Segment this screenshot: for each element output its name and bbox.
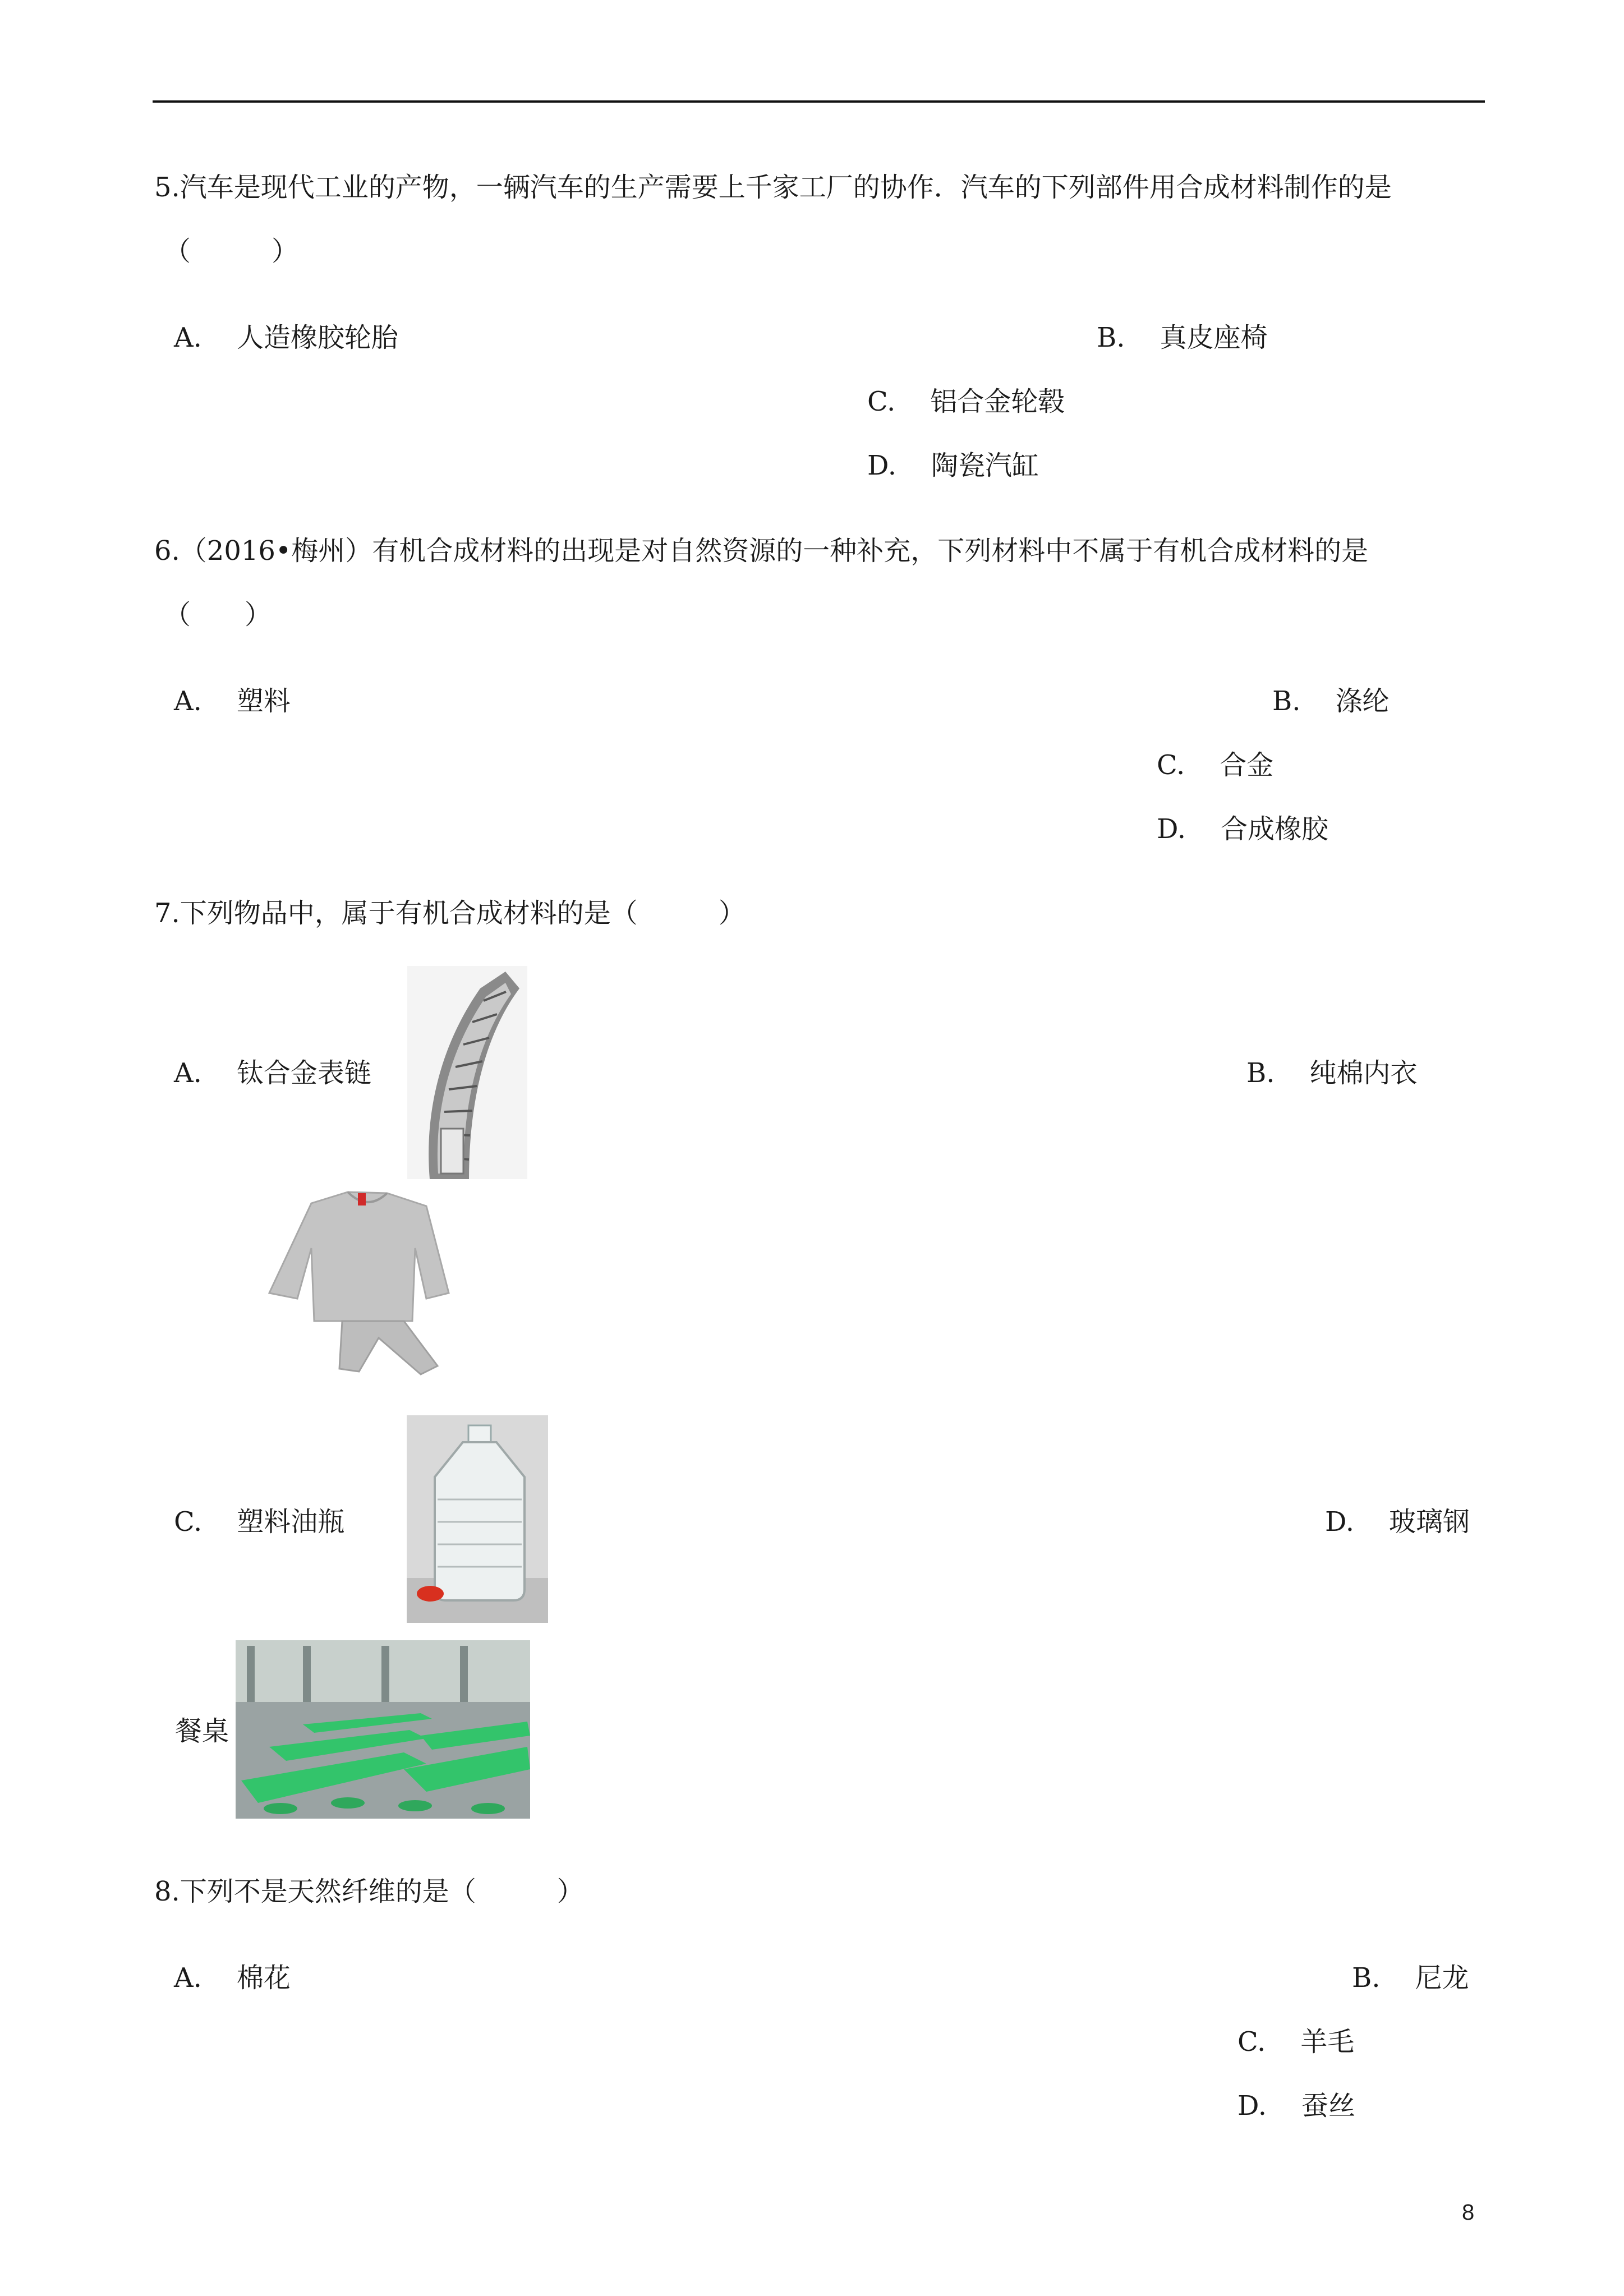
q8-option-c[interactable] <box>1237 2025 1354 2059</box>
option-letter: A. <box>174 685 202 717</box>
option-letter: D. <box>1325 1506 1355 1538</box>
option-text: 铝合金轮毂 <box>930 386 1065 417</box>
option-letter: C. <box>1157 749 1185 781</box>
q5-option-b[interactable] <box>1097 321 1268 355</box>
option-text: 真皮座椅 <box>1160 322 1268 353</box>
option-letter: C. <box>1237 2026 1266 2058</box>
option-letter: C. <box>867 386 896 417</box>
q6-option-c[interactable] <box>1157 748 1273 782</box>
q8-option-a[interactable] <box>174 1961 291 1995</box>
q6-option-b[interactable] <box>1272 684 1390 718</box>
option-text: 人造橡胶轮胎 <box>236 322 398 353</box>
option-text: 钛合金表链 <box>236 1057 371 1089</box>
option-text: 羊毛 <box>1300 2026 1355 2058</box>
option-text: 塑料 <box>236 685 291 717</box>
q7-option-d[interactable] <box>1325 1505 1470 1539</box>
page-number: 8 <box>1462 2200 1475 2225</box>
titanium-watch-strap-image <box>407 966 527 1179</box>
q7-stem-line1: 7.下列物品中，属于有机合成材料的是（ ） <box>154 898 746 929</box>
option-text: 陶瓷汽缸 <box>931 450 1039 481</box>
option-letter: C. <box>174 1506 203 1538</box>
q8-stem-line1: 8.下列不是天然纤维的是（ ） <box>154 1876 584 1907</box>
option-text: 纯棉内衣 <box>1309 1057 1418 1089</box>
q8-option-d[interactable] <box>1237 2089 1355 2123</box>
option-text: 涤纶 <box>1335 685 1390 717</box>
header-rule <box>153 100 1485 103</box>
option-letter: D. <box>1237 2090 1267 2122</box>
q5-option-a[interactable] <box>174 321 398 355</box>
q6-stem-line2: （ ） <box>164 599 272 631</box>
option-text: 棉花 <box>236 1962 291 1994</box>
q7-option-d-continued: 餐桌 <box>175 1715 229 1747</box>
q6-option-a[interactable] <box>174 684 291 718</box>
q5-stem-line1: 5.汽车是现代工业的产物，一辆汽车的生产需要上千家工厂的协作．汽车的下列部件用合成材料制作的是 <box>154 172 1392 203</box>
q5-option-c[interactable] <box>867 385 1065 418</box>
option-letter: B. <box>1352 1962 1381 1994</box>
option-letter: A. <box>174 322 202 353</box>
q8-option-b[interactable] <box>1352 1961 1469 1995</box>
option-letter: D. <box>1157 813 1186 845</box>
option-text: 塑料油瓶 <box>237 1506 345 1538</box>
option-letter: B. <box>1272 685 1301 717</box>
option-text: 合成橡胶 <box>1221 813 1329 845</box>
option-letter: B. <box>1097 322 1125 353</box>
fiberglass-dining-table-image <box>236 1640 530 1819</box>
q5-option-d[interactable] <box>867 449 1039 482</box>
q6-option-d[interactable] <box>1157 812 1328 846</box>
option-letter: D. <box>867 450 897 481</box>
q7-option-c[interactable] <box>174 1505 344 1539</box>
option-text: 玻璃钢 <box>1389 1506 1470 1538</box>
option-text: 尼龙 <box>1415 1962 1469 1994</box>
option-letter: A. <box>174 1962 202 1994</box>
option-text: 合金 <box>1220 749 1274 781</box>
option-text: 蚕丝 <box>1301 2090 1356 2122</box>
q7-option-a[interactable] <box>174 1056 371 1090</box>
q5-stem-line2: （ ） <box>164 236 299 267</box>
q7-option-b[interactable] <box>1246 1056 1418 1090</box>
option-letter: B. <box>1246 1057 1275 1089</box>
plastic-oil-bottle-image <box>407 1415 548 1623</box>
option-letter: A. <box>174 1057 202 1089</box>
cotton-underwear-image <box>258 1181 471 1384</box>
q6-stem-line1: 6.（2016•梅州）有机合成材料的出现是对自然资源的一种补充，下列材料中不属于有机合成材料的是 <box>154 535 1369 567</box>
